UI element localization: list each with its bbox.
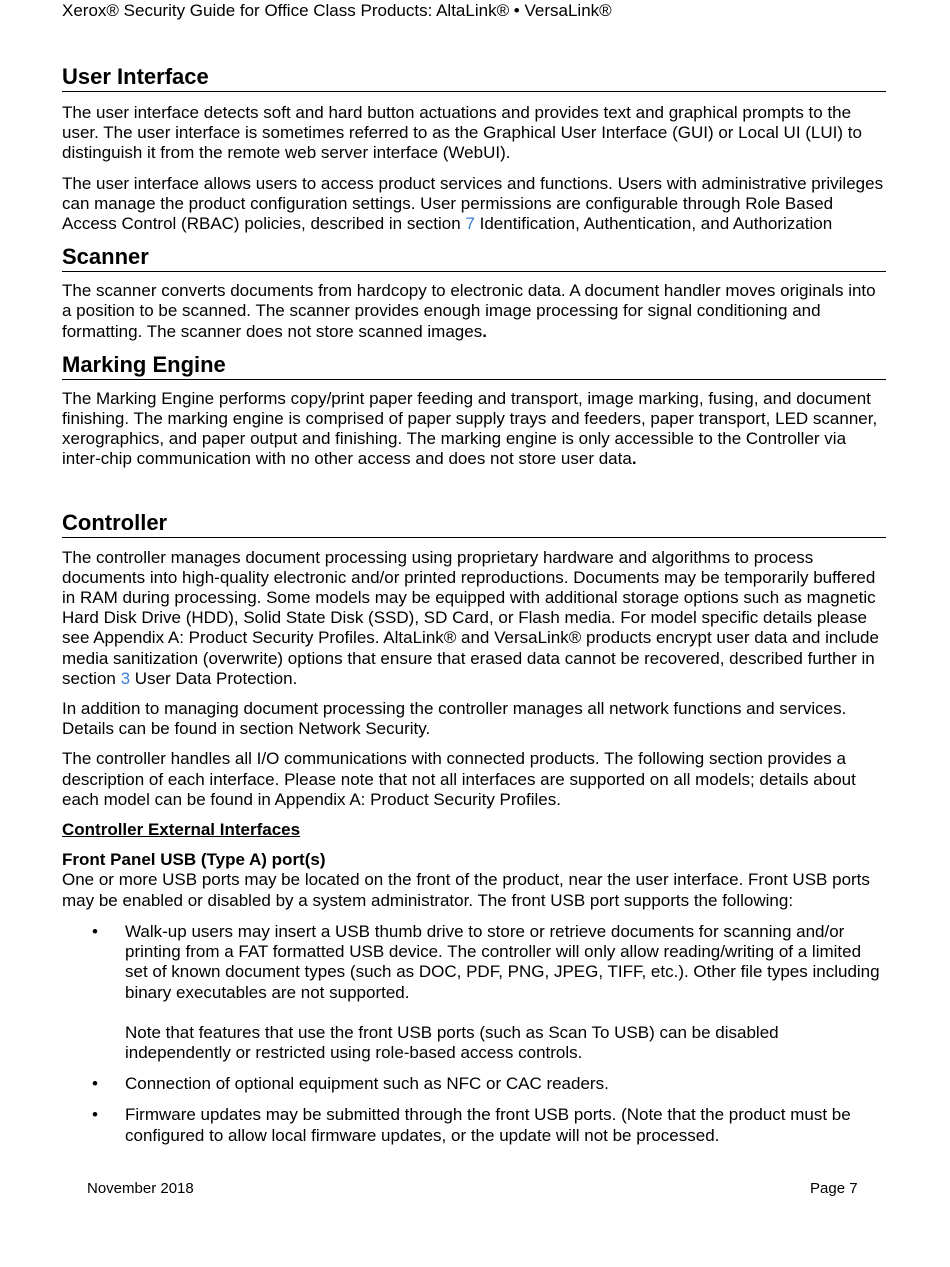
ui-paragraph-2 [62,174,886,235]
marking-engine-paragraph-period: . [631,449,637,469]
usb-feature-list [62,922,886,1146]
controller-paragraph-2: In addition to managing document processing the controller manages all network functions and services. Details can be found in section Network Security. [62,699,847,739]
footer-page-number: Page 7 [810,1180,858,1197]
bullet-glyph: • [92,921,98,941]
scanner-paragraph-period: . [482,321,487,341]
bullet-glyph: • [92,1074,98,1094]
subheading-controller-external-interfaces: Controller External Interfaces [62,820,301,840]
controller-paragraph-1-text-a: The controller manages document processing using proprietary hardware and algorithms to process documents into high-quality electronic and/or printed reproductions. Documents may be temporarily buffered in RAM during processing. Some models may be equipped with additional storage options such as magnetic Hard Disk Drive (HDD), Solid State Disk (SSD), SD Card, or Flash media. For model specific details please see Appendix A: Product Security Profiles. AltaLink® and VersaLink® products encrypt user data and include media sanitization (overwrite) options that ensure that erased data cannot be recovered, described further in section [62,547,879,688]
page-body [62,0,886,1146]
marking-engine-paragraph [62,389,886,470]
ui-paragraph-1: The user interface detects soft and hard button actuations and provides text and graphical prompts to the user. The user interface is sometimes referred to as the Graphical User Interface (GUI) or Local UI (LUI) to distinguish it from the remote web server interface (WebUI). [62,103,862,163]
list-item [62,922,886,1063]
scanner-paragraph [62,281,886,342]
scanner-paragraph-text: The scanner converts documents from hardcopy to electronic data. A document handler moves originals into a position to be scanned. The scanner provides enough image processing for signal conditioning and formatting. The scanner does not store scanned images [62,281,876,341]
controller-paragraph-1-text-b: User Data Protection. [130,668,298,688]
list-item-text: Connection of optional equipment such as NFC or CAC readers. [125,1074,609,1094]
list-item-text: Firmware updates may be submitted through the front USB ports. (Note that the product must be configured to allow local firmware updates, or the update will not be processed. [125,1105,851,1145]
usb-paragraph: One or more USB ports may be located on the front of the product, near the user interface. Front USB ports may be enabled or disabled by a system administrator. The front USB port supports the following: [62,870,870,910]
bullet-glyph: • [92,1105,98,1125]
section-3-link[interactable]: 3 [120,668,131,688]
list-item [62,1074,886,1094]
section-heading-scanner: Scanner [62,244,886,272]
subheading-front-panel-usb: Front Panel USB (Type A) port(s) [62,850,326,870]
list-item-text: Walk-up users may insert a USB thumb drive to store or retrieve documents for scanning and/or printing from a FAT formatted USB device. The controller will only allow reading/writing of a limited set of known document types (such as DOC, PDF, PNG, JPEG, TIFF, etc.). Other file types including binary executables are not supported. [125,921,880,1002]
ui-paragraph-2-text-b: Identification, Authentication, and Authorization [474,214,833,234]
section-heading-user-interface: User Interface [62,64,886,92]
marking-engine-paragraph-text: The Marking Engine performs copy/print paper feeding and transport, image marking, fusing, and document finishing. The marking engine is comprised of paper supply trays and feeders, paper transport, LED scanner, xerographics, and paper output and finishing. The marking engine is only accessible to the Controller via inter-chip communication with no other access and does not store user data [62,388,878,469]
ui-paragraph-2-text-a: The user interface allows users to access product services and functions. Users with administrative privileges can manage the product configuration settings. User permissions are configurable through Role Based Access Control (RBAC) policies, described in section [62,173,884,234]
footer-date: November 2018 [87,1180,194,1197]
controller-paragraph-1 [62,548,886,689]
list-item [62,1105,886,1145]
section-heading-marking-engine: Marking Engine [62,352,886,380]
list-item-note: Note that features that use the front USB ports (such as Scan To USB) can be disabled independently or restricted using role-based access controls. [125,1022,779,1062]
section-heading-controller: Controller [62,510,886,538]
section-7-link[interactable]: 7 [465,214,475,234]
controller-paragraph-3: The controller handles all I/O communications with connected products. The following section provides a description of each interface. Please note that not all interfaces are supported on all models; details about each model can be found in Appendix A: Product Security Profiles. [62,749,856,809]
running-header: Xerox® Security Guide for Office Class Products: AltaLink® • VersaLink® [62,1,612,20]
